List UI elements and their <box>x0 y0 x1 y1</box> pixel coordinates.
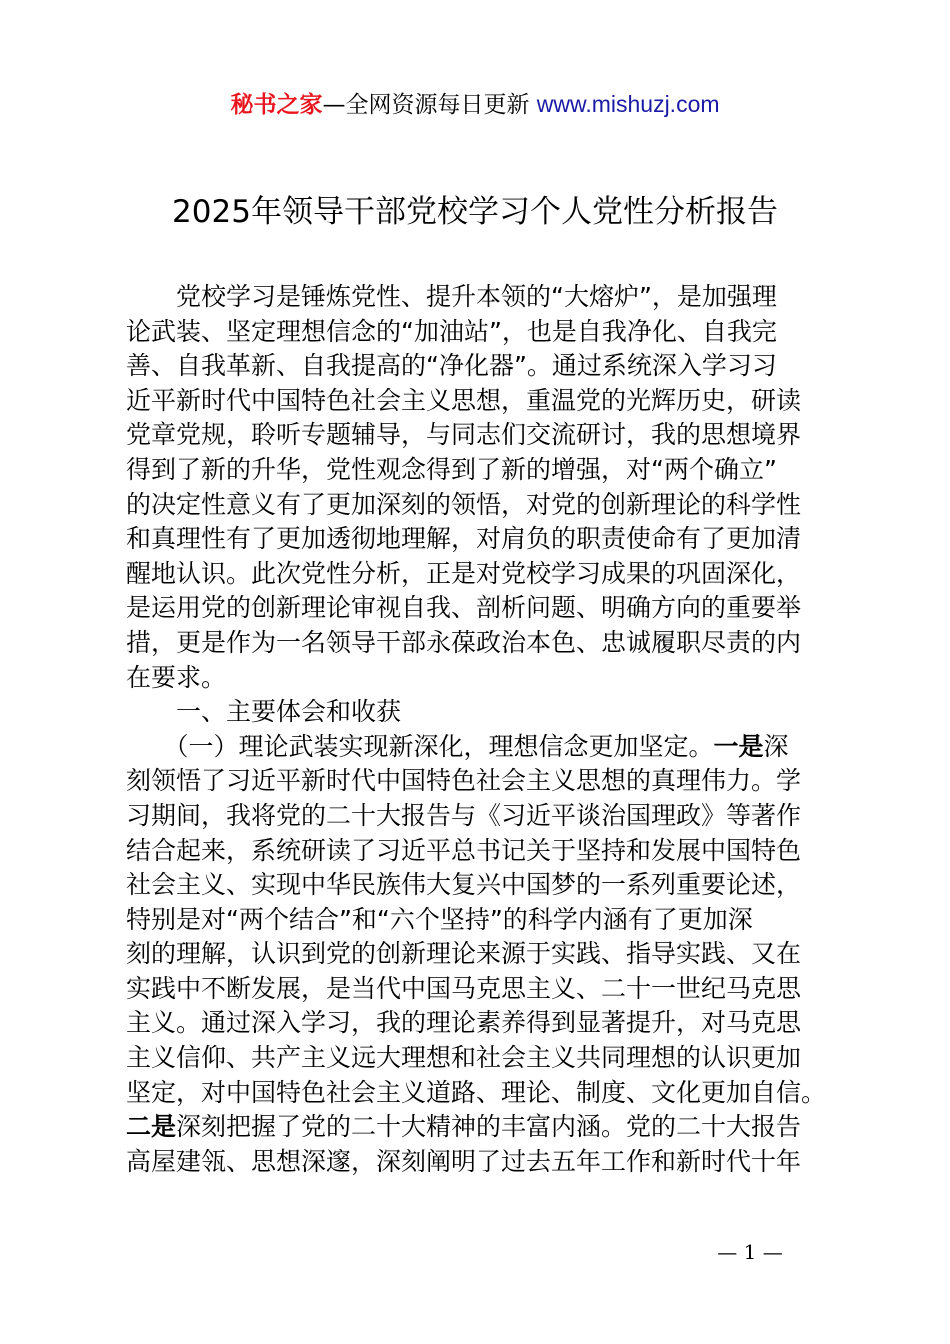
text-line: 近平新时代中国特色社会主义思想，重温党的光辉历史，研读 <box>126 385 802 415</box>
text-line: 在要求。 <box>126 662 227 692</box>
document-title: 2025年领导干部党校学习个人党性分析报告 <box>172 194 778 230</box>
text-fragment: 深刻把握了党的二十大精神的丰富内涵。党的二十大报告 <box>176 1112 802 1142</box>
text-fragment: 深 <box>763 731 789 761</box>
point-two-label: 二是 <box>126 1112 177 1142</box>
text-line: 和真理性有了更加透彻地理解，对肩负的职责使命有了更加清 <box>126 524 802 554</box>
section-heading: 一、主要体会和收获 <box>126 697 402 727</box>
text-line: 实践中不断发展，是当代中国马克思主义、二十一世纪马克思 <box>126 973 802 1003</box>
point-one-label: 一是 <box>713 731 764 761</box>
text-line: 论武装、坚定理想信念的“加油站”，也是自我净化、自我完 <box>126 316 777 346</box>
text-line: 结合起来，系统研读了习近平总书记关于坚持和发展中国特色 <box>126 835 802 865</box>
text-line: 习期间，我将党的二十大报告与《习近平谈治国理政》等著作 <box>126 800 802 830</box>
text-line: 主义。通过深入学习，我的理论素养得到显著提升，对马克思 <box>126 1008 802 1038</box>
brand-name: 秘书之家 <box>230 92 323 118</box>
point-two-line <box>126 1110 846 1145</box>
text-line: 特别是对“两个结合”和“六个坚持”的科学内涵有了更加深 <box>126 904 753 934</box>
text-line: 善、自我革新、自我提高的“净化器”。通过系统深入学习习 <box>126 351 777 381</box>
site-url-link[interactable]: www.mishuzj.com <box>536 91 720 117</box>
text-line: 得到了新的升华，党性观念得到了新的增强，对“两个确立” <box>126 454 777 484</box>
header-tagline: —全网资源每日更新 <box>322 92 537 118</box>
text-line: 党校学习是锤炼党性、提升本领的“大熔炉”，是加强理 <box>126 282 777 311</box>
text-line: 坚定，对中国特色社会主义道路、理论、制度、文化更加自信。 <box>126 1077 827 1107</box>
subsection-line <box>126 730 846 765</box>
text-line: 措，更是作为一名领导干部永葆政治本色、忠诚履职尽责的内 <box>126 627 802 657</box>
text-line: 是运用党的创新理论审视自我、剖析问题、明确方向的重要举 <box>126 593 802 623</box>
text-line: 刻的理解，认识到党的创新理论来源于实践、指导实践、又在 <box>126 939 802 969</box>
text-line: 社会主义、实现中华民族伟大复兴中国梦的一系列重要论述， <box>126 870 802 900</box>
text-line: 高屋建瓴、思想深邃，深刻阐明了过去五年工作和新时代十年 <box>126 1146 802 1176</box>
text-line: 主义信仰、共产主义远大理想和社会主义共同理想的认识更加 <box>126 1043 802 1073</box>
subsection-heading: （一）理论武装实现新深化，理想信念更加坚定。 <box>126 731 714 761</box>
text-line: 刻领悟了习近平新时代中国特色社会主义思想的真理伟力。学 <box>126 766 802 796</box>
page-number: — 1 — <box>717 1240 783 1264</box>
text-line: 党章党规，聆听专题辅导，与同志们交流研讨，我的思想境界 <box>126 420 802 450</box>
site-header <box>0 88 950 121</box>
text-line: 醒地认识。此次党性分析，正是对党校学习成果的巩固深化， <box>126 558 802 588</box>
document-body <box>126 280 846 1179</box>
text-line: 的决定性意义有了更加深刻的领悟，对党的创新理论的科学性 <box>126 489 802 519</box>
